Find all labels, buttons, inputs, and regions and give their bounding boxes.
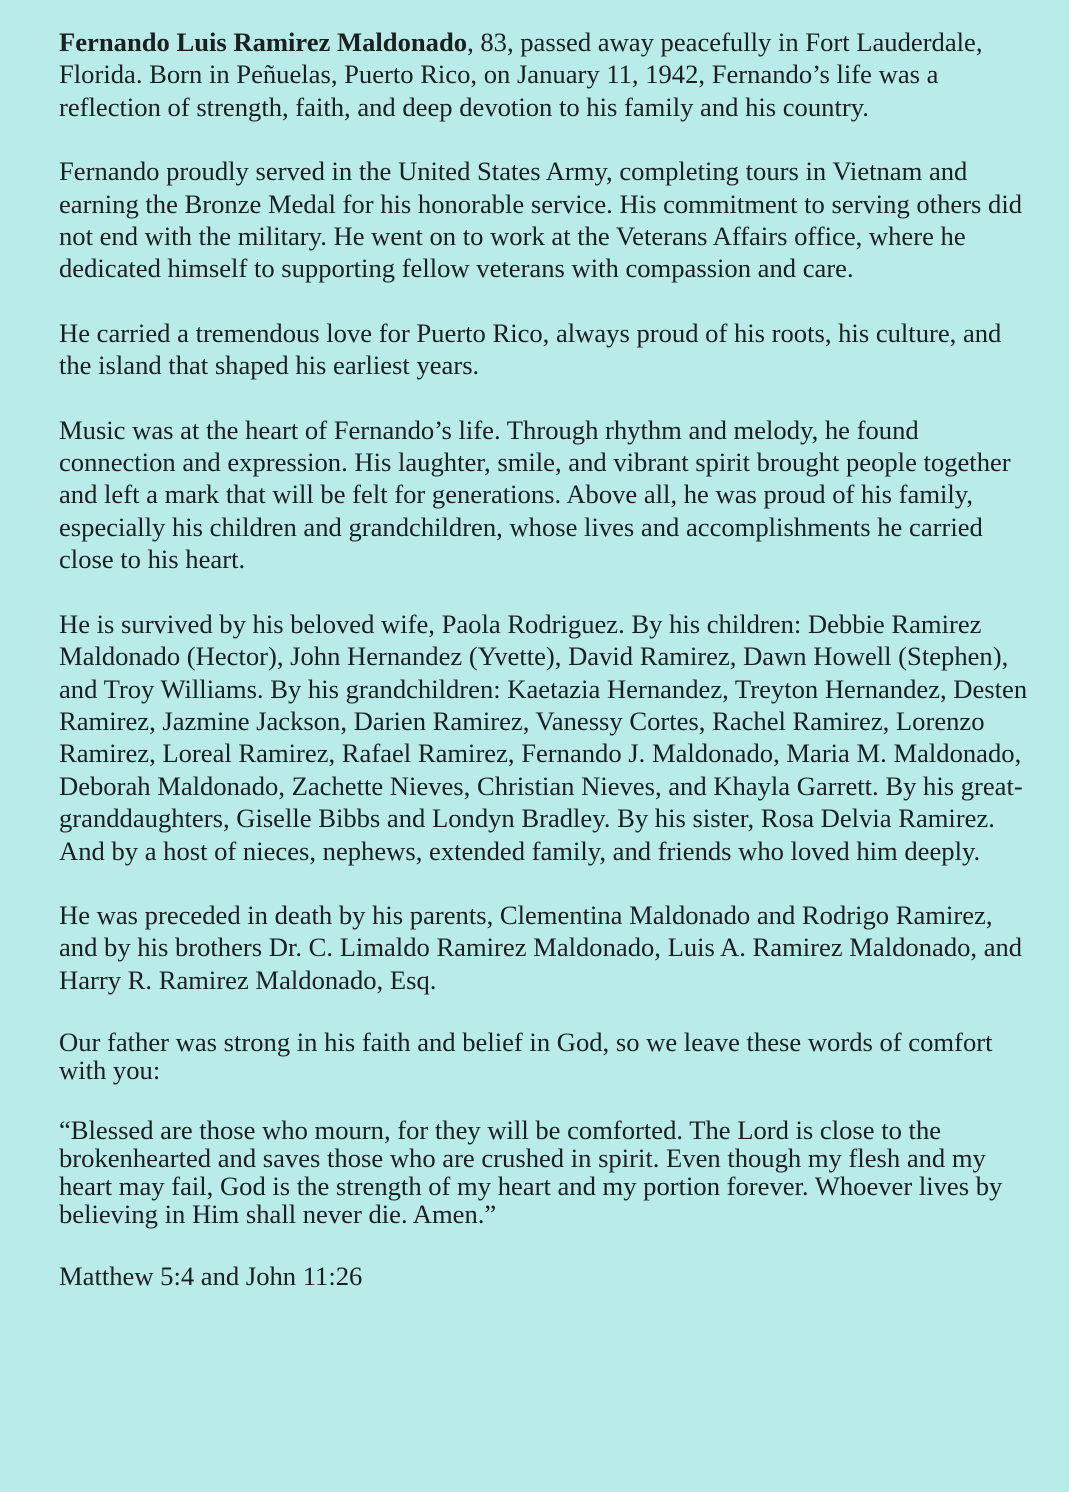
faith-paragraph: Our father was strong in his faith and belief in God, so we leave these words of comfort with you: (59, 1027, 993, 1086)
survivors-paragraph: He is survived by his beloved wife, Paola Rodriguez. By his children: Debbie Ramirez Maldonado (Hector), John Hernandez (Yvette), David Ramirez, Dawn Howell (Stephen), and Troy Williams. By his grandchildren: Kaetazia Hernandez, Treyton Hernandez, Desten Ramirez, Jazmine Jackson, Darien Ramirez, Vanessy Cortes, Rachel Ramirez, Lorenzo Ramirez, Loreal Ramirez, Rafael Ramirez, Fernando J. Maldonado, Maria M. Maldonado, Deborah Maldonado, Zachette Nieves, Christian Nieves, and Khayla Garrett. By his great-granddaughters, Giselle Bibbs and Londyn Bradley. By his sister, Rosa Delvia Ramirez. And by a host of nieces, nephews, extended family, and friends who loved him deeply. (59, 608, 1028, 866)
puerto-rico-paragraph: He carried a tremendous love for Puerto Rico, always proud of his roots, his culture, and the island that shaped his earliest years. (59, 317, 1002, 381)
decedent-name: Fernando Luis Ramirez Maldonado (59, 27, 468, 57)
intro-paragraph (59, 26, 1029, 123)
service-paragraph: Fernando proudly served in the United States Army, completing tours in Vietnam and earning the Bronze Medal for his honorable service. His commitment to serving others did not end with the military. He went on to work at the Veterans Affairs office, where he dedicated himself to supporting fellow veterans with compassion and care. (59, 156, 1023, 284)
preceded-paragraph: He was preceded in death by his parents, Clementina Maldonado and Rodrigo Ramirez, and by his brothers Dr. C. Limaldo Ramirez Maldonado, Luis A. Ramirez Maldonado, and Harry R. Ramirez Maldonado, Esq. (59, 899, 1023, 995)
music-paragraph: Music was at the heart of Fernando’s life. Through rhythm and melody, he found connection and expression. His laughter, smile, and vibrant spirit brought people together and left a mark that will be felt for generations. Above all, he was proud of his family, especially his children and grandchildren, whose lives and accomplishments he carried close to his heart. (59, 414, 1011, 575)
intro-text: , 83, passed away peacefully in Fort Lauderdale, Florida. Born in Peñuelas, Puerto Rico, on January 11, 1942, Fernando’s life was a reflection of strength, faith, and deep devotion to his family and his country. (59, 27, 983, 122)
scripture-quote: “Blessed are those who mourn, for they will be comforted. The Lord is close to the brokenhearted and saves those who are crushed in spirit. Even though my flesh and my heart may fail, God is the strength of my heart and my portion forever. Whoever lives by believing in Him shall never die. Amen.” (59, 1115, 1003, 1230)
scripture-citation: Matthew 5:4 and John 11:26 (59, 1261, 363, 1292)
